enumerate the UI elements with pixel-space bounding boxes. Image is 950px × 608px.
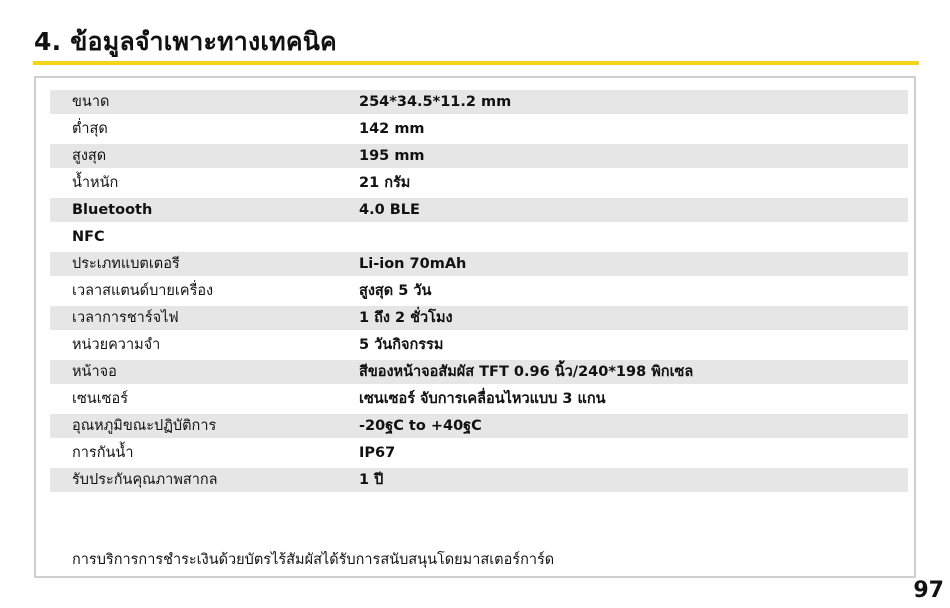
spec-row-size [50, 90, 908, 114]
spec-label: หน้าจอ [72, 364, 117, 380]
spec-label: Bluetooth [72, 202, 153, 218]
spec-label: เวลาการชาร์จไฟ [72, 310, 179, 326]
spec-label: NFC [72, 229, 105, 245]
spec-value: 5 วันกิจกรรม [359, 337, 444, 353]
spec-row-temperature [50, 414, 908, 438]
spec-label: ขนาด [72, 94, 110, 110]
spec-value: เซนเซอร์ จับการเคลื่อนไหวแบบ 3 แกน [359, 391, 606, 407]
spec-table [34, 76, 916, 578]
spec-value: 142 mm [359, 121, 425, 137]
spec-row-weight [50, 171, 908, 195]
section-heading: 4. ข้อมูลจำเพาะทางเทคนิค [34, 27, 337, 56]
spec-value: 1 ปี [359, 472, 384, 488]
spec-value: 21 กรัม [359, 175, 411, 191]
spec-row-max [50, 144, 908, 168]
spec-row-warranty [50, 468, 908, 492]
spec-value: สูงสุด 5 วัน [359, 283, 432, 299]
spec-label: การกันน้ำ [72, 445, 134, 461]
spec-row-waterproof [50, 441, 908, 465]
page-number: 97 [913, 578, 944, 603]
spec-value: -20ฐC to +40ฐC [359, 418, 482, 434]
spec-value: 254*34.5*11.2 mm [359, 94, 512, 110]
spec-value: 4.0 BLE [359, 202, 420, 218]
spec-value: 195 mm [359, 148, 425, 164]
spec-label: ต่ำสุด [72, 121, 108, 137]
spec-row-memory [50, 333, 908, 357]
spec-row-min [50, 117, 908, 141]
spec-label: รับประกันคุณภาพสากล [72, 472, 218, 488]
spec-row-battery [50, 252, 908, 276]
spec-value: 1 ถึง 2 ชั่วโมง [359, 310, 453, 326]
spec-row-sensor [50, 387, 908, 411]
spec-row-charging [50, 306, 908, 330]
spec-label: ประเภทแบตเตอรี [72, 256, 180, 272]
spec-row-bluetooth [50, 198, 908, 222]
spec-value: IP67 [359, 445, 396, 461]
spec-label: น้ำหนัก [72, 175, 119, 191]
spec-label: เวลาสแตนด์บายเครื่อง [72, 283, 214, 299]
spec-value: Li-ion 70mAh [359, 256, 467, 272]
spec-label: อุณหภูมิขณะปฏิบัติการ [72, 418, 217, 434]
spec-value: สีของหน้าจอสัมผัส TFT 0.96 นิ้ว/240*198 พิกเซล [359, 364, 694, 380]
spec-row-display [50, 360, 908, 384]
heading-underline [33, 61, 919, 65]
spec-rows [50, 90, 908, 495]
payment-footnote: การบริการการชำระเงินด้วยบัตรไร้สัมผัสได้รับการสนับสนุนโดยมาสเตอร์การ์ด [72, 552, 555, 568]
spec-label: เซนเซอร์ [72, 391, 129, 407]
spec-label: สูงสุด [72, 148, 107, 164]
spec-label: หน่วยความจำ [72, 337, 161, 353]
spec-row-nfc [50, 225, 908, 249]
spec-row-standby [50, 279, 908, 303]
